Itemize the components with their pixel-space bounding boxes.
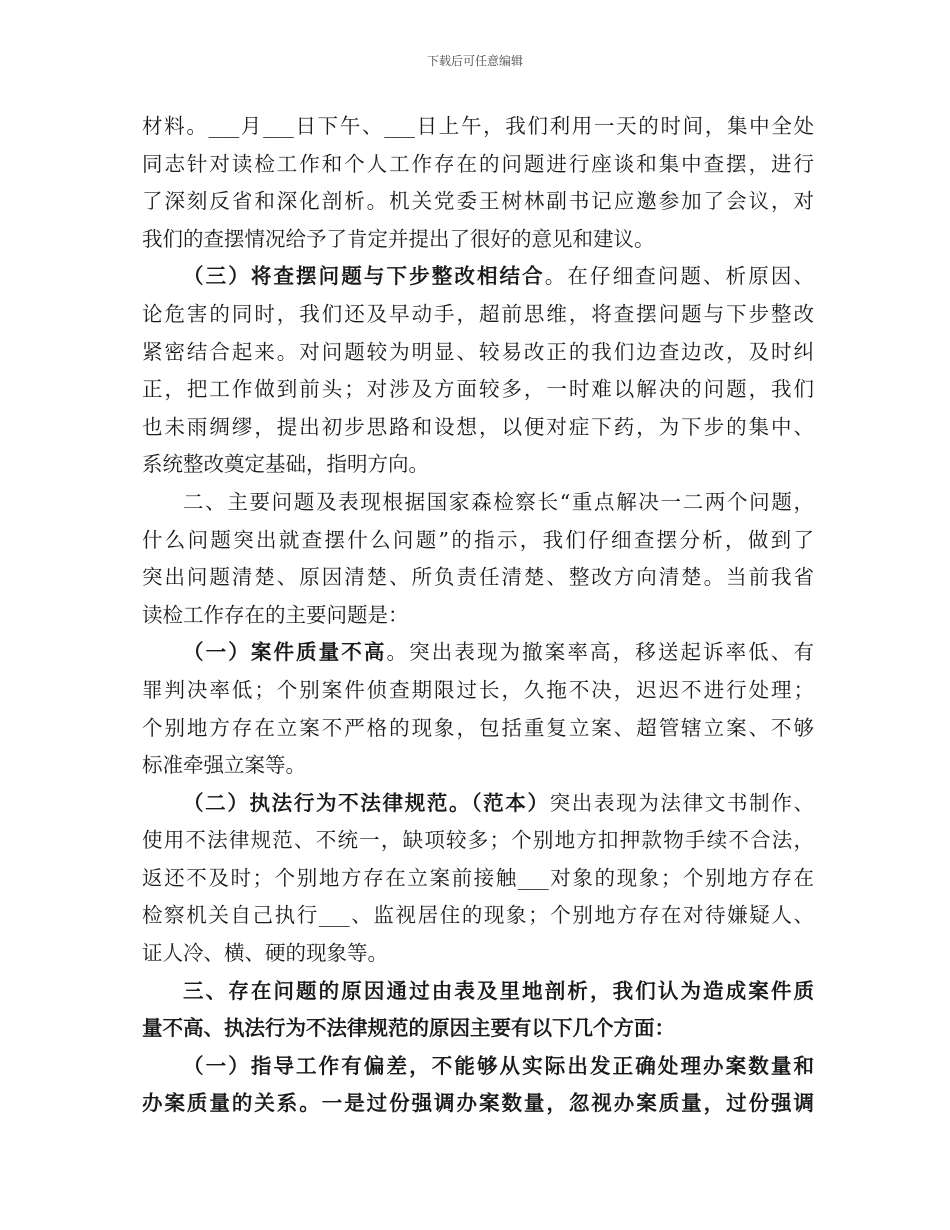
section-heading-paragraph bbox=[142, 1048, 814, 1123]
text-line: 量不高、执法行为不法律规范的原因主要有以下几个方面： bbox=[142, 1016, 675, 1041]
text-line: 正，把工作做到前头；对涉及方面较多，一时难以解决的问题，我们 bbox=[142, 377, 814, 402]
text-line: 二、主要问题及表现根据国家森检察长“重点解决一二两个问题， bbox=[183, 489, 814, 514]
text-line: （一）指导工作有偏差，不能够从实际出发正确处理办案数量和 bbox=[183, 1053, 814, 1078]
text-line: 办案质量的关系。一是过份强调办案数量，忽视办案质量，过份强调 bbox=[142, 1091, 814, 1116]
text-line: 返还不及时；个别地方存在立案前接触___对象的现象；个别地方存在 bbox=[142, 865, 814, 890]
text-line: 个别地方存在立案不严格的现象，包括重复立案、超管辖立案、不够 bbox=[142, 715, 814, 740]
section-heading: （三）将查摆问题与下步整改相结合 bbox=[183, 264, 545, 289]
paragraph bbox=[142, 258, 814, 484]
text-line: 了深刻反省和深化剖析。机关党委王树林副书记应邀参加了会议，对 bbox=[142, 189, 814, 214]
text-line bbox=[142, 258, 814, 296]
text-line: 证人冷、横、硬的现象等。 bbox=[142, 941, 388, 966]
section-heading: （一）案件质量不高 bbox=[183, 640, 387, 665]
text-line: 读检工作存在的主要问题是： bbox=[142, 602, 409, 627]
text-line: 三、存在问题的原因通过由表及里地剖析，我们认为造成案件质 bbox=[183, 978, 814, 1003]
text-line bbox=[142, 634, 814, 672]
section-heading: （二）执法行为不法律规范。（范本） bbox=[183, 790, 550, 815]
text-line: 标准牵强立案等。 bbox=[142, 753, 306, 778]
text-line: 同志针对读检工作和个人工作存在的问题进行座谈和集中查摆，进行 bbox=[142, 151, 814, 176]
text-line: 紧密结合起来。对问题较为明显、较易改正的我们边查边改，及时纠 bbox=[142, 339, 814, 364]
text-line: 我们的查摆情况给予了肯定并提出了很好的意见和建议。 bbox=[142, 226, 655, 251]
text-line: 论危害的同时，我们还及早动手，超前思维，将查摆问题与下步整改 bbox=[142, 301, 814, 326]
text-line: 突出问题清楚、原因清楚、所负责任清楚、整改方向清楚。当前我省 bbox=[142, 565, 814, 590]
paragraph bbox=[142, 484, 814, 634]
text-line: 系统整改奠定基础，指明方向。 bbox=[142, 452, 429, 477]
text-line bbox=[142, 785, 814, 823]
text-span: 突出表现为法律文书制作、 bbox=[549, 790, 815, 815]
page-header: 下载后可任意编辑 bbox=[426, 54, 523, 68]
document-body bbox=[142, 108, 814, 1123]
text-line: 材料。___月___日下午、___日上午，我们利用一天的时间，集中全处 bbox=[142, 114, 814, 138]
text-line: 也未雨绸缪，提出初步思路和设想，以便对症下药，为下步的集中、 bbox=[142, 414, 814, 439]
text-line: 什么问题突出就查摆什么问题”的指示，我们仔细查摆分析，做到了 bbox=[142, 527, 814, 552]
text-line: 使用不法律规范、不统一，缺项较多；个别地方扣押款物手续不合法， bbox=[142, 828, 814, 853]
text-line: 罪判决率低；个别案件侦查期限过长，久拖不决，迟迟不进行处理； bbox=[142, 677, 814, 702]
section-heading-paragraph bbox=[142, 973, 814, 1048]
paragraph bbox=[142, 108, 814, 258]
text-span: 。突出表现为撤案率高，移送起诉率低、有 bbox=[386, 640, 814, 665]
paragraph bbox=[142, 634, 814, 784]
text-span: 。在仔细查问题、析原因、 bbox=[544, 264, 815, 289]
text-line: 检察机关自己执行___、监视居住的现象；个别地方存在对待嫌疑人、 bbox=[142, 903, 814, 928]
paragraph bbox=[142, 785, 814, 973]
